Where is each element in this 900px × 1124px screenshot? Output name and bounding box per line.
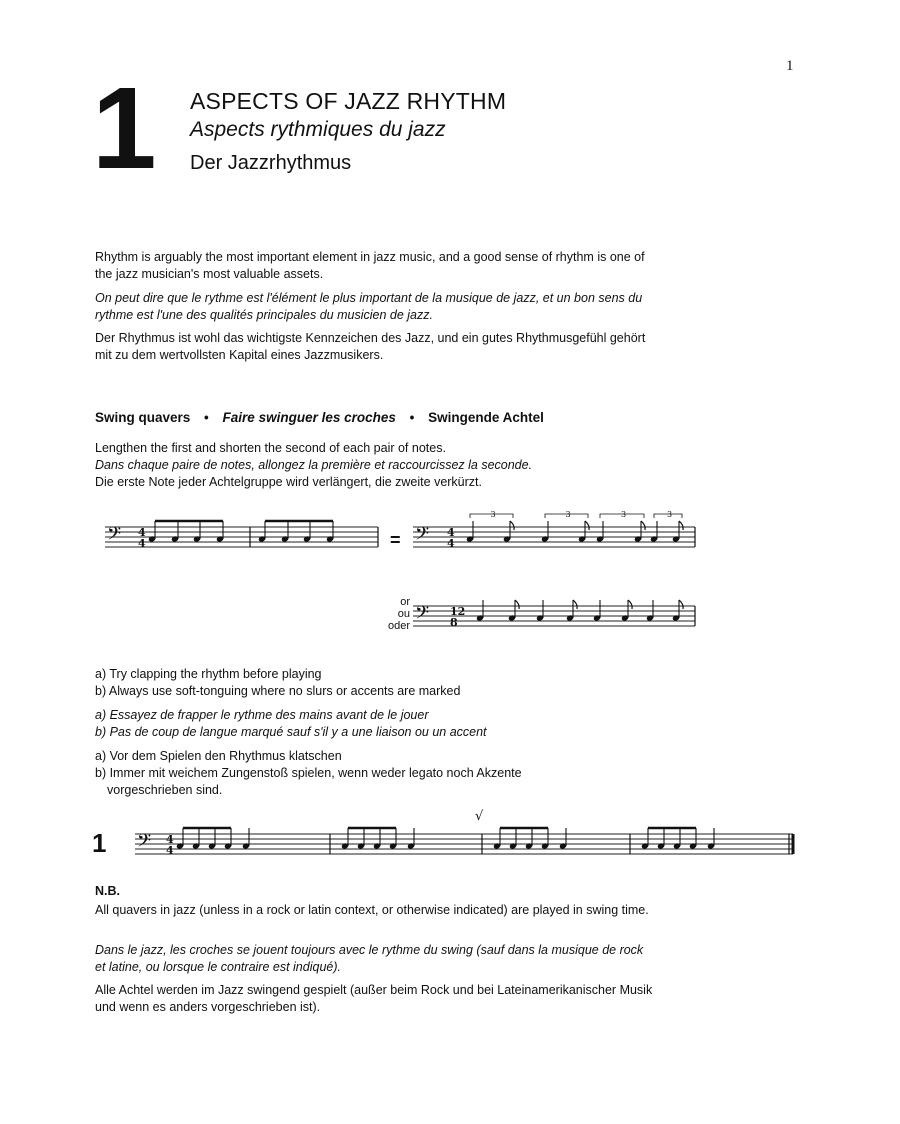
tip-french-a: a) Essayez de frapper le rythme des mains avant de le jouer bbox=[95, 708, 429, 722]
chapter-number: 1 bbox=[92, 63, 155, 193]
tip-german-b: b) Immer mit weichem Zungenstoß spielen, wenn weder legato noch Akzente bbox=[95, 766, 522, 780]
intro-french: On peut dire que le rythme est l'élément le plus important de la musique de jazz, et un bon sens du rythme est l'une des qualités principales du musicien de jazz. bbox=[95, 291, 643, 322]
compound-eighth-flag bbox=[515, 600, 519, 609]
nb-english: All quavers in jazz (unless in a rock or latin context, or otherwise indicated) are played in swing time. bbox=[95, 903, 649, 917]
triplet-eighth-flag bbox=[585, 521, 589, 530]
equals-sign: = bbox=[390, 530, 401, 550]
heading-french: Faire swinguer les croches bbox=[222, 410, 396, 425]
bass-clef: 𝄢 bbox=[415, 524, 430, 549]
heading-separator: • bbox=[409, 410, 415, 425]
instruction-english: Lengthen the first and shorten the second of each pair of notes. bbox=[95, 441, 446, 455]
instruction-german: Die erste Note jeder Achtelgruppe wird verlängert, die zweite verkürzt. bbox=[95, 475, 482, 489]
tip-english-a: a) Try clapping the rhythm before playing bbox=[95, 667, 322, 681]
breath-mark: √ bbox=[475, 809, 484, 824]
nb-german: Alle Achtel werden im Jazz swingend gespielt (außer beim Rock und bei Lateinamerikanischer Musik und wenn es anders vorgeschrieben ist). bbox=[95, 983, 653, 1014]
heading-english: Swing quavers bbox=[95, 410, 191, 425]
exercise-number: 1 bbox=[92, 828, 107, 858]
nb-label: N.B. bbox=[95, 884, 120, 898]
chapter-title-english: ASPECTS OF JAZZ RHYTHM bbox=[190, 88, 507, 114]
tip-german-a: a) Vor dem Spielen den Rhythmus klatschen bbox=[95, 749, 342, 763]
triplet-eighth-flag bbox=[510, 521, 514, 530]
triplet-eighth-flag bbox=[679, 521, 683, 530]
or-english: or bbox=[400, 596, 410, 608]
page-number: 1 bbox=[786, 58, 794, 74]
bass-clef: 𝄢 bbox=[107, 524, 122, 549]
triplet-number: 3 bbox=[565, 510, 571, 519]
compound-eighth-flag bbox=[679, 600, 683, 609]
compound-eighth-flag bbox=[573, 600, 577, 609]
tip-english-b: b) Always use soft-tonguing where no slurs or accents are marked bbox=[95, 684, 461, 698]
time-signature-bottom: 4 bbox=[138, 537, 146, 550]
intro-english: Rhythm is arguably the most important element in jazz music, and a good sense of rhythm is one of the jazz musician's most valuable assets. bbox=[95, 250, 645, 281]
compound-time-signature-bottom: 8 bbox=[450, 616, 458, 629]
time-signature-bottom: 4 bbox=[166, 844, 174, 857]
chapter-title-french: Aspects rythmiques du jazz bbox=[190, 118, 446, 141]
triplet-number: 3 bbox=[490, 510, 496, 519]
triplet-number: 3 bbox=[667, 510, 673, 519]
compound-eighth-flag bbox=[628, 600, 632, 609]
heading-separator: • bbox=[204, 410, 209, 425]
triplet-number: 3 bbox=[621, 510, 627, 519]
instruction-french: Dans chaque paire de notes, allongez la première et raccourcissez la seconde. bbox=[95, 458, 533, 472]
nb-french: Dans le jazz, les croches se jouent toujours avec le rythme du swing (sauf dans la musique de rock et latine, ou lorsque le contraire est indiqué). bbox=[95, 943, 644, 974]
time-signature-bottom: 4 bbox=[447, 537, 455, 550]
compound-time-signature-top: 12 bbox=[450, 605, 466, 618]
bass-clef: 𝄢 bbox=[137, 831, 152, 856]
tip-german-b-continued: vorgeschrieben sind. bbox=[107, 783, 223, 797]
heading-german: Swingende Achtel bbox=[428, 410, 544, 425]
bass-clef: 𝄢 bbox=[415, 603, 430, 628]
tip-french-b: b) Pas de coup de langue marqué sauf s'il y a une liaison ou un accent bbox=[95, 725, 487, 739]
time-signature-top: 4 bbox=[447, 526, 455, 539]
triplet-eighth-flag bbox=[641, 521, 645, 530]
intro-german: Der Rhythmus ist wohl das wichtigste Kennzeichen des Jazz, und ein gutes Rhythmusgefühl gehört mit zu dem wertvollsten Kapital eines Jazzmusikers. bbox=[95, 331, 646, 362]
time-signature-top: 4 bbox=[138, 526, 146, 539]
or-german: oder bbox=[387, 620, 410, 632]
time-signature-top: 4 bbox=[166, 833, 174, 846]
chapter-title-german: Der Jazzrhythmus bbox=[190, 152, 352, 174]
or-french: ou bbox=[397, 608, 410, 620]
